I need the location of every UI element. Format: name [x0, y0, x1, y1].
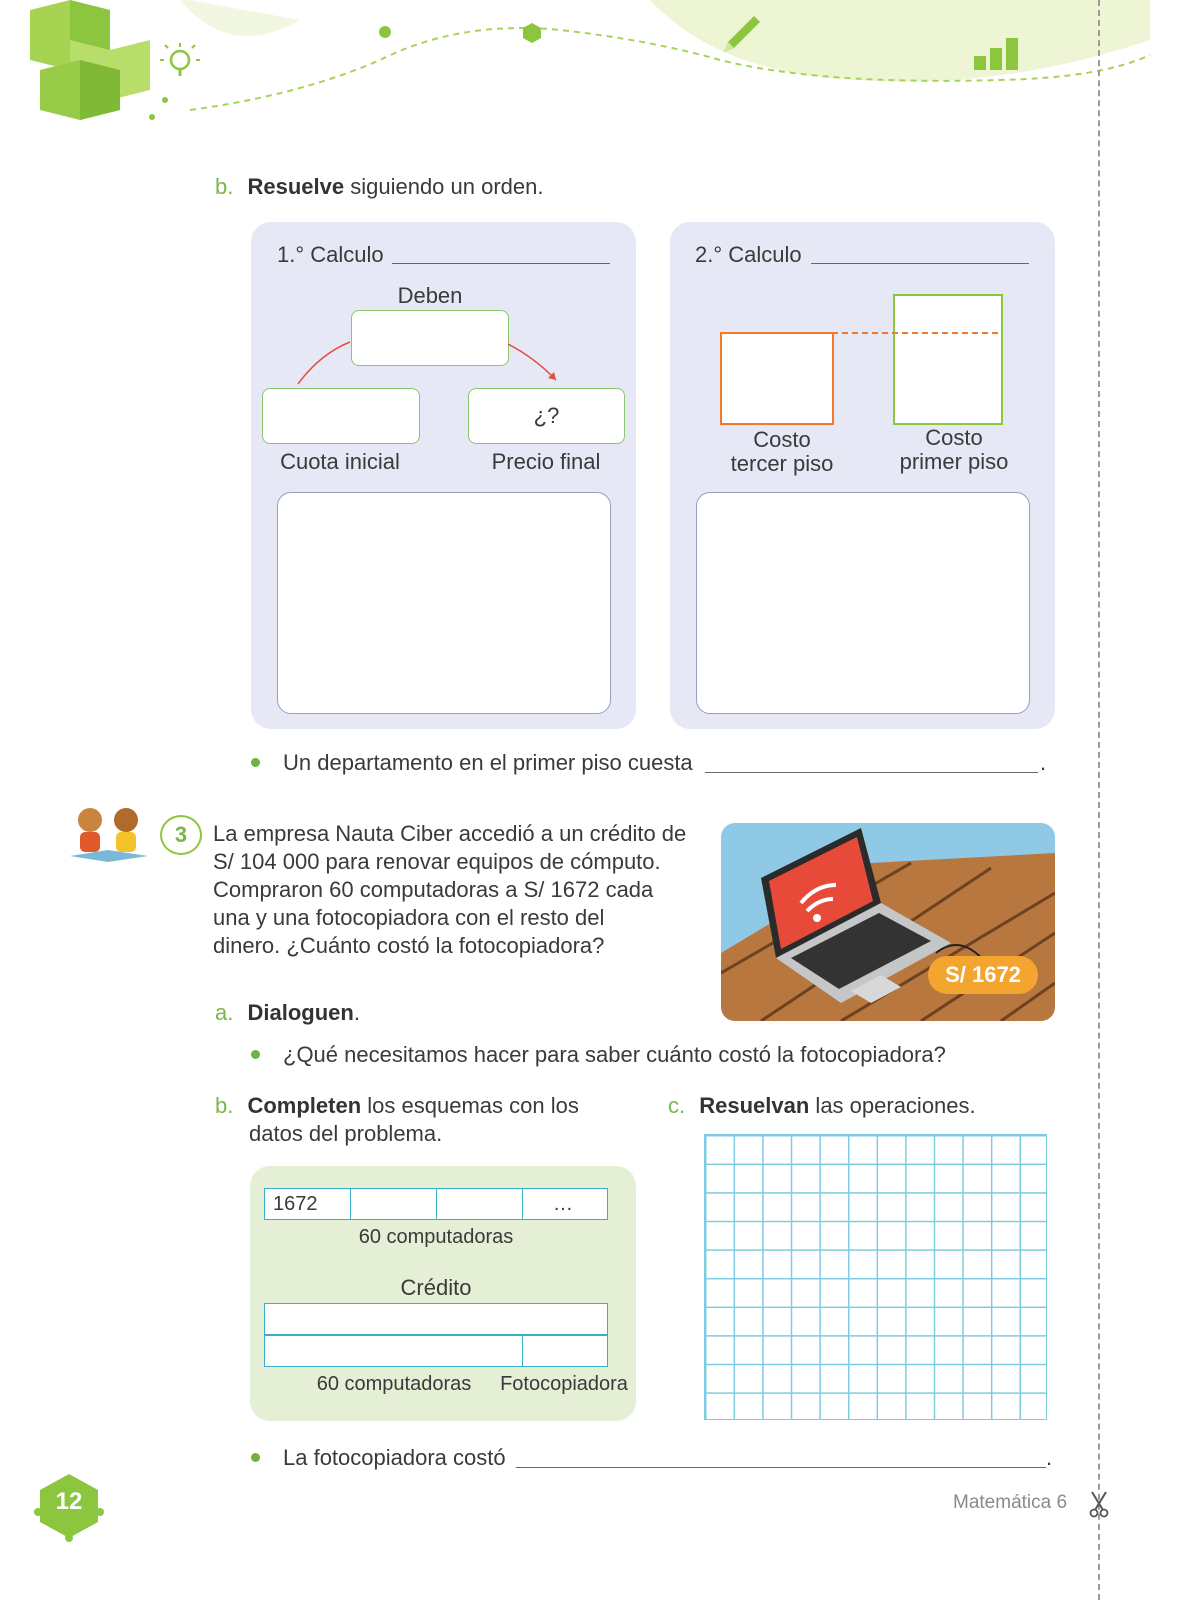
panel2-left-label-2: tercer piso: [730, 451, 834, 476]
arrows: [290, 336, 570, 388]
panel1-title: 1.° Calculo: [277, 242, 384, 267]
part-c-rest: las operaciones.: [809, 1093, 976, 1118]
part-a-instruction: [215, 999, 360, 1027]
panel1-top-label: Deben: [397, 283, 463, 308]
answer-1-text: Un departamento en el primer piso cuesta: [283, 750, 693, 775]
panel2-left-label-1: Costo: [753, 427, 811, 452]
cubes-icon: [10, 0, 160, 140]
bullet: [251, 1453, 260, 1462]
answer-2-end: .: [1046, 1445, 1053, 1470]
precio-final-box[interactable]: ¿?: [468, 388, 625, 444]
small-cube-icon: [522, 23, 542, 43]
part-a-question: ¿Qué necesitamos hacer para saber cuánto costó la fotocopiadora?: [283, 1042, 946, 1067]
part-b2-verb: Completen: [247, 1093, 362, 1118]
credit-bar[interactable]: [264, 1303, 608, 1335]
problem-line: S/ 104 000 para renovar equipos de cómputo.: [213, 849, 661, 874]
part-a-verb: Dialoguen: [247, 1000, 354, 1025]
answer-1-end: .: [1040, 750, 1047, 775]
bar-cell-first[interactable]: 1672: [265, 1189, 351, 1219]
lightbulb-icon: [160, 40, 204, 84]
bar-cell-last[interactable]: …: [553, 1193, 573, 1215]
part-b2-rest-2: datos del problema.: [249, 1121, 443, 1146]
split-bar[interactable]: [264, 1335, 608, 1367]
panel2-right-label-2: primer piso: [899, 449, 1009, 474]
part-a-letter: a.: [215, 1000, 234, 1025]
panel1-work-area[interactable]: [277, 492, 611, 714]
bar-cell[interactable]: [437, 1189, 523, 1219]
answer-1-blank[interactable]: [705, 772, 1038, 773]
bullet: [251, 1050, 260, 1059]
computers-bar[interactable]: [264, 1188, 608, 1220]
panel1-right-label: Precio final: [491, 449, 601, 474]
grid-work-area[interactable]: [704, 1134, 1047, 1420]
part-c-letter: c.: [668, 1093, 686, 1118]
problem-line: La empresa Nauta Ciber accedió a un crédito de: [213, 821, 687, 846]
answer-2-blank[interactable]: [516, 1467, 1046, 1468]
panel2-right-label-1: Costo: [925, 425, 983, 450]
bullet: [251, 758, 260, 767]
part-c-verb: Resuelvan: [699, 1093, 810, 1118]
scissors-icon: [1088, 1490, 1110, 1518]
panel2-title: 2.° Calculo: [695, 242, 802, 267]
problem-line: Compraron 60 computadoras a S/ 1672 cada: [213, 877, 654, 902]
split-left-label: 60 computadoras: [316, 1373, 472, 1395]
part-c-instruction: [668, 1092, 976, 1120]
cost-compare-dash: [832, 332, 998, 334]
panel2-left-label: [712, 428, 852, 476]
cost-bar-first-floor[interactable]: [893, 294, 1003, 425]
part-b2-letter: b.: [215, 1093, 234, 1118]
part-b-verb: Resuelve: [247, 174, 345, 199]
panel1-title-blank[interactable]: [392, 263, 610, 264]
part-a-end: .: [353, 1000, 360, 1025]
panel2-title-blank[interactable]: [811, 263, 1029, 264]
price-tag: S/ 1672: [928, 956, 1038, 994]
bar-cell[interactable]: [351, 1189, 437, 1219]
answer-2-text: La fotocopiadora costó: [283, 1445, 506, 1470]
panel2-right-label: [884, 426, 1024, 474]
part-b2-instruction: [215, 1092, 579, 1120]
credit-label: Crédito: [400, 1275, 472, 1300]
cut-line: [1098, 0, 1100, 1600]
bar-chart-icon: [972, 36, 1022, 72]
panel1-left-label: Cuota inicial: [280, 449, 400, 474]
cost-bar-third-floor[interactable]: [720, 332, 834, 425]
problem-statement: [213, 820, 703, 960]
part-b-letter: b.: [215, 174, 234, 199]
computers-label: 60 computadoras: [358, 1226, 514, 1248]
part-b-instruction: [215, 173, 543, 201]
problem-line: dinero. ¿Cuánto costó la fotocopiadora?: [213, 933, 605, 958]
part-b-rest: siguiendo un orden.: [344, 174, 544, 199]
split-right-label: Fotocopiadora: [500, 1373, 628, 1395]
problem-line: una y una fotocopiadora con el resto del: [213, 905, 605, 930]
kids-reading-icon: [68, 800, 150, 866]
page-number: 12: [55, 1488, 83, 1515]
pencil-icon: [718, 12, 764, 58]
part-b2-rest-1: los esquemas con los: [361, 1093, 579, 1118]
split-cell-computers[interactable]: [265, 1336, 523, 1366]
book-title: Matemática 6: [953, 1492, 1068, 1513]
problem-number-badge: 3: [160, 815, 202, 855]
cuota-inicial-box[interactable]: [262, 388, 420, 444]
panel2-work-area[interactable]: [696, 492, 1030, 714]
